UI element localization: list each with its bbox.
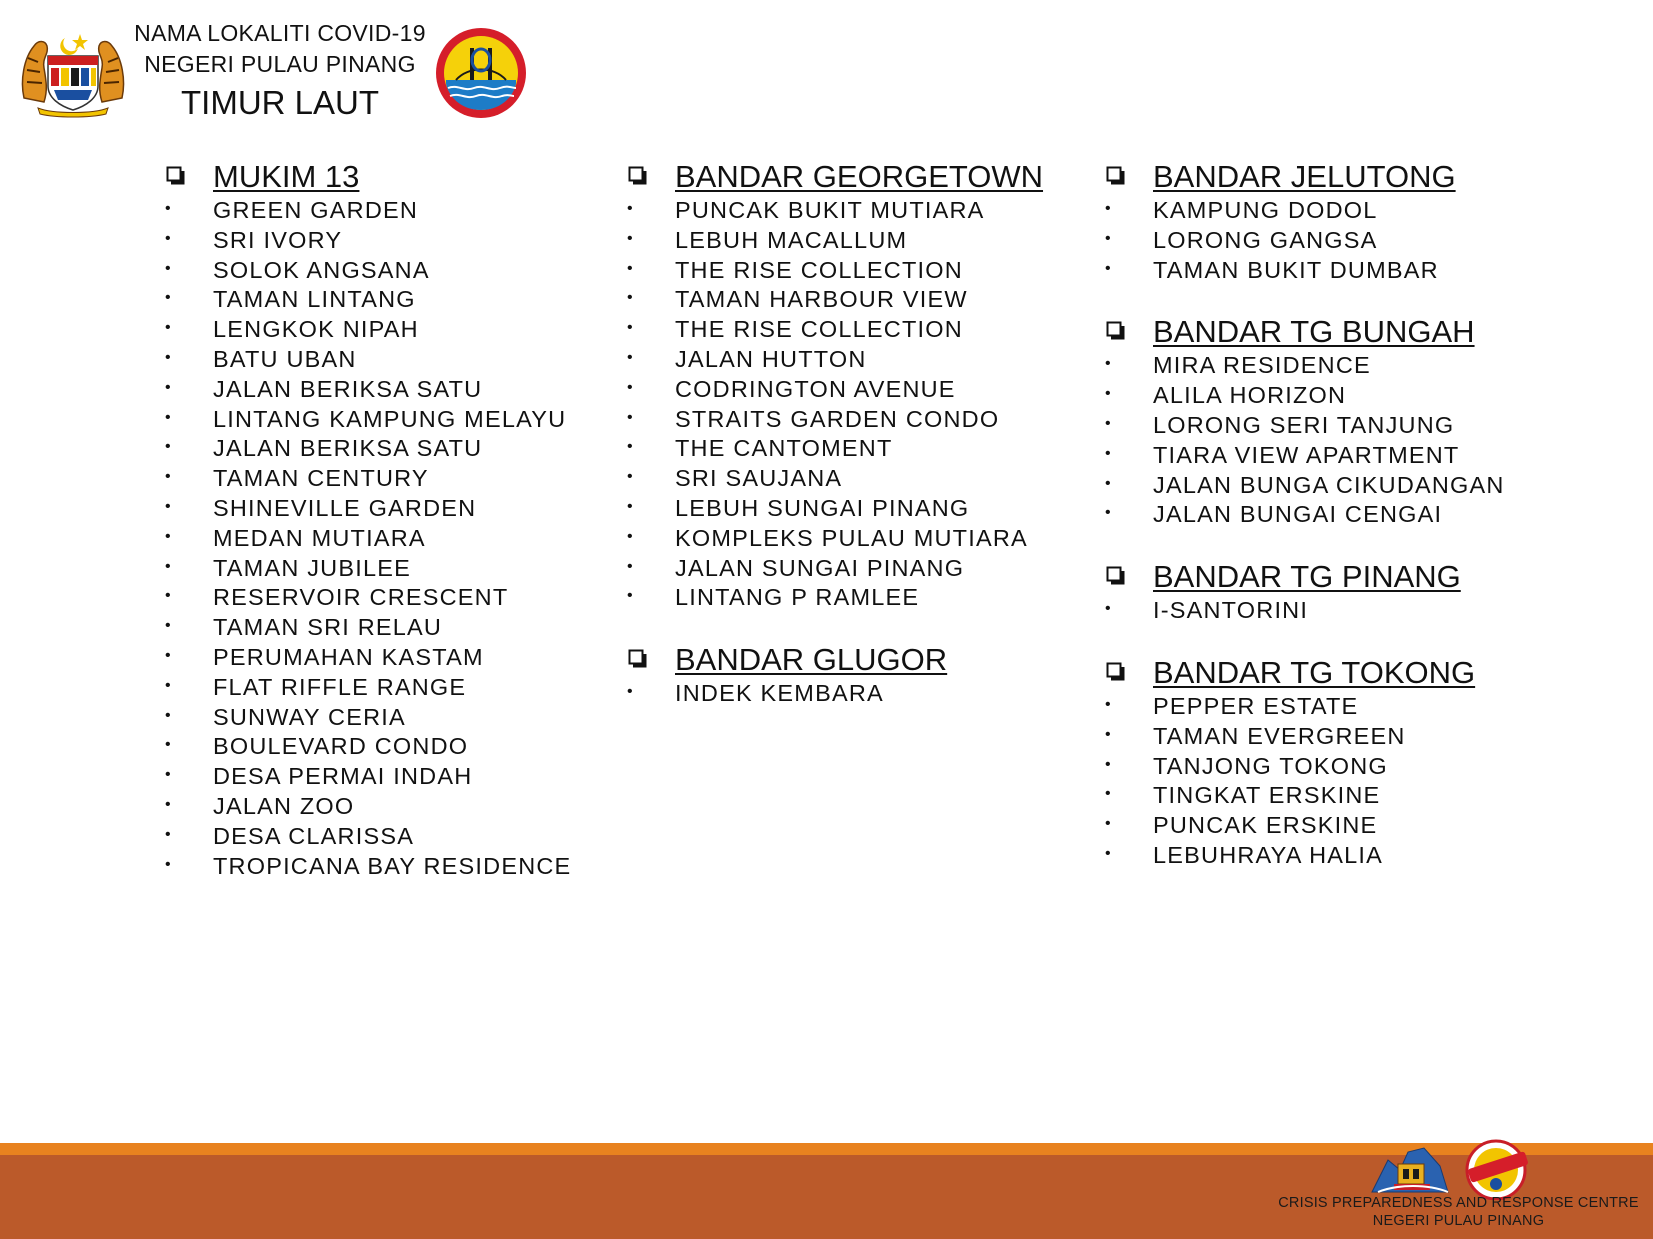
section-heading bbox=[1102, 158, 1505, 196]
bullet-icon: • bbox=[1105, 385, 1112, 403]
list-item: • JALAN BERIKSA SATU bbox=[165, 375, 483, 402]
list-item: • TIARA VIEW APARTMENT bbox=[1105, 441, 1460, 468]
bullet-icon: • bbox=[627, 289, 634, 307]
bullet-icon: • bbox=[627, 259, 634, 277]
list-item: • GREEN GARDEN bbox=[165, 197, 419, 223]
list-item: • JALAN BUNGAI CENGAI bbox=[1105, 501, 1443, 528]
bullet-icon: • bbox=[165, 825, 172, 843]
section-title: BANDAR TG BUNGAH bbox=[1153, 314, 1475, 350]
bullet-icon: • bbox=[627, 348, 634, 366]
list-item: • PUNCAK BUKIT MUTIARA bbox=[627, 197, 985, 223]
bullet-icon: • bbox=[165, 468, 172, 486]
bullet-icon: • bbox=[1105, 414, 1112, 432]
section-bandar-tg-tokong bbox=[1102, 654, 1505, 871]
list-item: • TANJONG TOKONG bbox=[1105, 752, 1388, 779]
footer-organization bbox=[1276, 1194, 1641, 1230]
section-heading bbox=[1102, 313, 1505, 351]
list-item: • BATU UBAN bbox=[165, 345, 357, 372]
bullet-icon: • bbox=[627, 497, 634, 515]
section-title: MUKIM 13 bbox=[213, 159, 360, 194]
list-item: • JALAN BUNGA CIKUDANGAN bbox=[1105, 471, 1505, 498]
list-item: • CODRINGTON AVENUE bbox=[627, 375, 956, 402]
locality-list bbox=[624, 679, 1043, 709]
locality-list bbox=[624, 196, 1043, 613]
bullet-icon: • bbox=[627, 587, 634, 605]
header-line-2: NEGERI PULAU PINANG bbox=[144, 51, 416, 77]
bullet-icon: • bbox=[627, 557, 634, 575]
list-item: • LEBUHRAYA HALIA bbox=[1105, 841, 1384, 868]
list-item: • PEPPER ESTATE bbox=[1105, 692, 1359, 719]
locality-list bbox=[162, 196, 571, 881]
bullet-icon: • bbox=[627, 408, 634, 426]
list-item: • PUNCAK ERSKINE bbox=[1105, 812, 1378, 839]
section-title: BANDAR JELUTONG bbox=[1153, 159, 1456, 194]
bullet-icon: • bbox=[1105, 200, 1112, 217]
list-item: • LINTANG P RAMLEE bbox=[627, 584, 920, 611]
bullet-icon: • bbox=[165, 259, 172, 277]
list-item: • TAMAN BUKIT DUMBAR bbox=[1105, 256, 1439, 283]
checkbox-icon bbox=[166, 166, 186, 186]
bullet-icon: • bbox=[165, 378, 172, 396]
section-heading bbox=[1102, 558, 1505, 596]
bullet-icon: • bbox=[165, 617, 172, 635]
bullet-icon: • bbox=[165, 795, 172, 813]
list-item: • SOLOK ANGSANA bbox=[165, 256, 430, 283]
penang-lawan-covid-19-logo-icon bbox=[1467, 1141, 1529, 1199]
bullet-icon: • bbox=[165, 319, 172, 337]
bullet-icon: • bbox=[165, 200, 172, 217]
checkbox-icon bbox=[628, 649, 648, 669]
bullet-icon: • bbox=[165, 766, 172, 784]
list-item: • MIRA RESIDENCE bbox=[1105, 352, 1371, 379]
checkbox-icon bbox=[1106, 321, 1126, 341]
list-item: • KOMPLEKS PULAU MUTIARA bbox=[627, 524, 1028, 551]
penang-council-seal-icon bbox=[434, 26, 528, 120]
list-item: • FLAT RIFFLE RANGE bbox=[165, 673, 467, 700]
bullet-icon: • bbox=[1105, 695, 1112, 713]
checkbox-icon bbox=[1106, 166, 1126, 186]
list-item: • TAMAN CENTURY bbox=[165, 465, 429, 492]
list-item: • LEBUH MACALLUM bbox=[627, 226, 908, 253]
bullet-icon: • bbox=[1105, 785, 1112, 803]
list-item: • TAMAN LINTANG bbox=[165, 286, 416, 313]
list-item: • TAMAN JUBILEE bbox=[165, 554, 411, 581]
list-item: • I-SANTORINI bbox=[1105, 597, 1309, 624]
list-item: • THE RISE COLLECTION bbox=[627, 316, 963, 343]
bullet-icon: • bbox=[165, 587, 172, 605]
bullet-icon: • bbox=[1105, 229, 1112, 247]
list-item: • SRI IVORY bbox=[165, 226, 343, 253]
checkbox-icon bbox=[1106, 662, 1126, 682]
bullet-icon: • bbox=[1105, 844, 1112, 862]
list-item: • SUNWAY CERIA bbox=[165, 703, 406, 730]
section-heading bbox=[162, 158, 571, 196]
bullet-icon: • bbox=[1105, 474, 1112, 492]
locality-column-2 bbox=[624, 158, 1043, 737]
cprc-logo-icon bbox=[1372, 1148, 1448, 1192]
list-item: • JALAN SUNGAI PINANG bbox=[627, 554, 965, 581]
list-item: • DESA PERMAI INDAH bbox=[165, 763, 473, 790]
section-bandar-tg-bungah bbox=[1102, 313, 1505, 530]
list-item: • RESERVOIR CRESCENT bbox=[165, 584, 509, 611]
footer-line-2: NEGERI PULAU PINANG bbox=[1372, 1213, 1545, 1229]
bullet-icon: • bbox=[1105, 815, 1112, 833]
locality-column-3 bbox=[1102, 158, 1505, 899]
list-item: • LEBUH SUNGAI PINANG bbox=[627, 494, 970, 521]
bullet-icon: • bbox=[165, 706, 172, 724]
checkbox-icon bbox=[1106, 566, 1126, 586]
list-item: • LENGKOK NIPAH bbox=[165, 316, 419, 343]
section-heading bbox=[624, 641, 1043, 679]
list-item: • THE RISE COLLECTION bbox=[627, 256, 963, 283]
list-item: • TROPICANA BAY RESIDENCE bbox=[165, 852, 572, 879]
section-bandar-tg-pinang bbox=[1102, 558, 1505, 626]
page-title: TIMUR LAUT bbox=[181, 84, 379, 121]
bullet-icon: • bbox=[165, 646, 172, 664]
list-item: • JALAN BERIKSA SATU bbox=[165, 435, 483, 462]
checkbox-icon bbox=[628, 166, 648, 186]
section-title: BANDAR TG TOKONG bbox=[1153, 654, 1476, 690]
bullet-icon: • bbox=[165, 348, 172, 366]
bullet-icon: • bbox=[165, 527, 172, 545]
bullet-icon: • bbox=[627, 319, 634, 337]
section-bandar-georgetown bbox=[624, 158, 1043, 613]
bullet-icon: • bbox=[1105, 725, 1112, 743]
bullet-icon: • bbox=[165, 557, 172, 575]
footer-line-1: CRISIS PREPAREDNESS AND RESPONSE CENTRE bbox=[1278, 1195, 1639, 1211]
list-item: • LORONG SERI TANJUNG bbox=[1105, 411, 1455, 438]
bullet-icon: • bbox=[627, 468, 634, 486]
section-title: BANDAR GEORGETOWN bbox=[675, 159, 1044, 194]
bullet-icon: • bbox=[627, 229, 634, 247]
section-title: BANDAR GLUGOR bbox=[675, 642, 948, 678]
section-bandar-glugor bbox=[624, 641, 1043, 709]
list-item: • SRI SAUJANA bbox=[627, 465, 843, 492]
bullet-icon: • bbox=[1105, 355, 1112, 373]
bullet-icon: • bbox=[627, 527, 634, 545]
locality-list bbox=[1102, 596, 1505, 626]
bullet-icon: • bbox=[627, 378, 634, 396]
list-item: • LINTANG KAMPUNG MELAYU bbox=[165, 405, 567, 432]
bullet-icon: • bbox=[165, 497, 172, 515]
list-item: • PERUMAHAN KASTAM bbox=[165, 643, 484, 670]
list-item: • ALILA HORIZON bbox=[1105, 382, 1347, 409]
list-item: • KAMPUNG DODOL bbox=[1105, 197, 1378, 223]
bullet-icon: • bbox=[627, 683, 634, 701]
bullet-icon: • bbox=[165, 438, 172, 456]
bullet-icon: • bbox=[627, 200, 634, 217]
section-mukim-13 bbox=[162, 158, 571, 881]
bullet-icon: • bbox=[1105, 504, 1112, 522]
bullet-icon: • bbox=[165, 408, 172, 426]
bullet-icon: • bbox=[1105, 444, 1112, 462]
bullet-icon: • bbox=[1105, 600, 1112, 618]
list-item: • INDEK KEMBARA bbox=[627, 680, 884, 707]
list-item: • MEDAN MUTIARA bbox=[165, 524, 426, 551]
bullet-icon: • bbox=[165, 736, 172, 754]
bullet-icon: • bbox=[1105, 259, 1112, 277]
section-title: BANDAR TG PINANG bbox=[1153, 559, 1461, 595]
locality-column-1 bbox=[162, 158, 571, 909]
list-item: • JALAN ZOO bbox=[165, 792, 355, 819]
bullet-icon: • bbox=[165, 229, 172, 247]
list-item: • LORONG GANGSA bbox=[1105, 226, 1378, 253]
list-item: • BOULEVARD CONDO bbox=[165, 733, 469, 760]
bullet-icon: • bbox=[165, 676, 172, 694]
list-item: • TAMAN EVERGREEN bbox=[1105, 722, 1406, 749]
section-bandar-jelutong bbox=[1102, 158, 1505, 285]
list-item: • STRAITS GARDEN CONDO bbox=[627, 405, 1000, 432]
page-header bbox=[0, 0, 560, 130]
bullet-icon: • bbox=[627, 438, 634, 456]
locality-list bbox=[1102, 196, 1505, 285]
list-item: • SHINEVILLE GARDEN bbox=[165, 494, 477, 521]
list-item: • JALAN HUTTON bbox=[627, 345, 867, 372]
locality-list bbox=[1102, 692, 1505, 871]
locality-list bbox=[1102, 351, 1505, 530]
bullet-icon: • bbox=[1105, 755, 1112, 773]
footer-logos bbox=[1368, 1130, 1538, 1200]
malaysia-coat-of-arms-icon bbox=[18, 28, 128, 118]
list-item: • THE CANTOMENT bbox=[627, 435, 893, 462]
header-titles bbox=[120, 18, 440, 124]
section-heading bbox=[1102, 654, 1505, 692]
header-line-1: NAMA LOKALITI COVID-19 bbox=[134, 20, 426, 46]
list-item: • TINGKAT ERSKINE bbox=[1105, 782, 1381, 809]
list-item: • TAMAN HARBOUR VIEW bbox=[627, 286, 968, 313]
list-item: • DESA CLARISSA bbox=[165, 822, 415, 849]
list-item: • TAMAN SRI RELAU bbox=[165, 614, 443, 641]
bullet-icon: • bbox=[165, 289, 172, 307]
bullet-icon: • bbox=[165, 855, 172, 873]
section-heading bbox=[624, 158, 1043, 196]
